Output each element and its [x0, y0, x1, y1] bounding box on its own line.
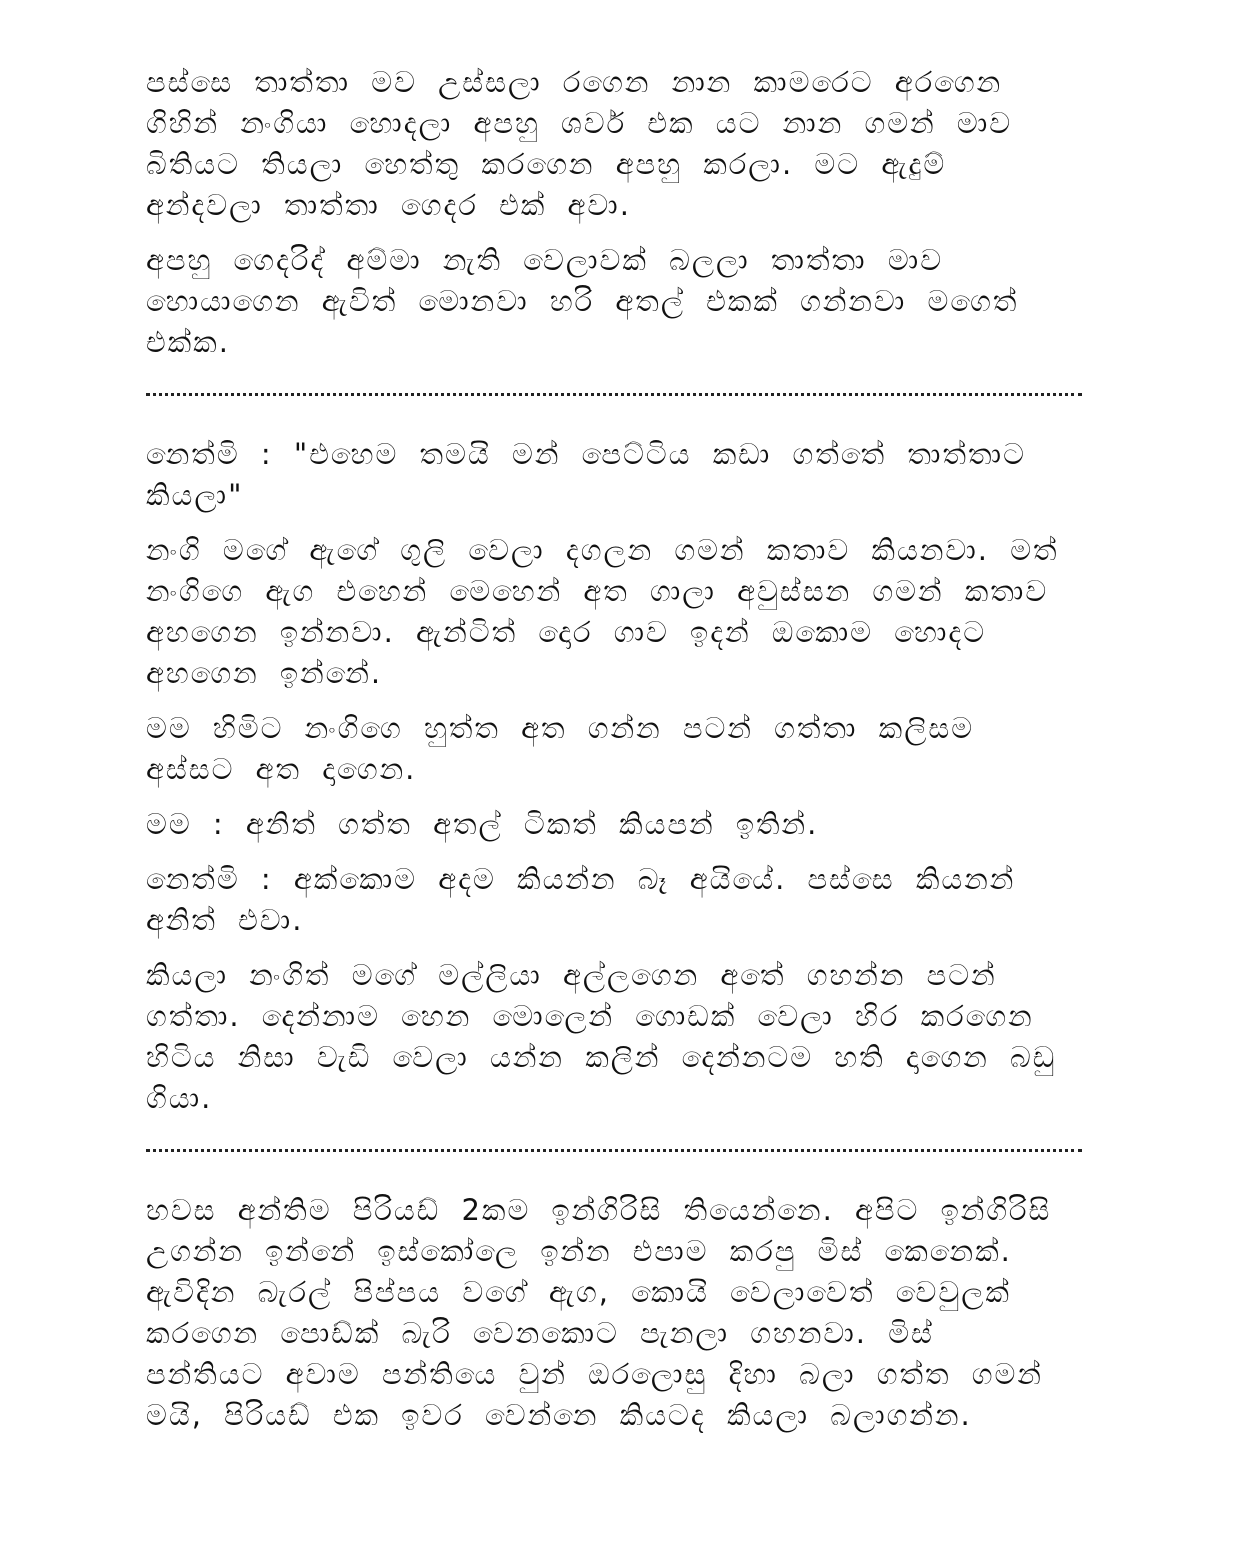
text-line: කියලා නංගිත් මගේ මල්ලියා අල්ලගෙන අතේ ගහන්න පටන් — [146, 958, 997, 992]
text-line: මම : අනිත් ගත්ත අතල් ටිකත් කියපන් ඉතින්. — [146, 807, 819, 841]
text-line: හොයාගෙන ඇවිත් මොනවා හරි අතල් එකක් ගන්නවා මගෙත් — [146, 284, 1019, 318]
text-line: ඇවිදින බැරල් පිප්පය වගේ ඇග, කොයි වෙලාවෙත් වෙවුලක් — [146, 1275, 1011, 1309]
paragraph-7 — [146, 859, 1086, 941]
document-page — [146, 62, 1086, 1502]
text-line: අනිත් එවා. — [146, 903, 304, 937]
text-line: එක්ක. — [146, 325, 230, 359]
text-line: අන්දවලා තාත්තා ගෙදර එක් අවා. — [146, 188, 631, 222]
paragraph-2 — [146, 240, 1086, 363]
text-line: ගත්තා. දෙන්නාම හෙන මොලෙන් ගොඩක් වෙලා හිර කරගෙන — [146, 999, 1034, 1033]
text-line: නංගිගෙ ඇග එහෙන් මෙහෙන් අත ගාලා අවුස්සන ගමන් කතාව — [146, 574, 1049, 608]
text-line: අහගෙන ඉන්නවා. ඇන්ටිත් දොර ගාව ඉදන් ඔකොම හොදට — [146, 615, 987, 649]
text-line: මම හිමිට නංගිගෙ හුත්ත අත ගන්න පටන් ගත්තා කලිසම — [146, 711, 975, 745]
text-line: හිටිය නිසා වැඩි වෙලා යන්න කලින් දෙන්නටම හති දාගෙන බඩු — [146, 1040, 1057, 1074]
paragraph-8 — [146, 955, 1086, 1119]
text-line: මයි, පිරියඩ් එක ඉවර වෙන්නෙ කියටද කියලා බලාගන්න. — [146, 1398, 972, 1432]
paragraph-5 — [146, 708, 1086, 790]
text-line: ගියා. — [146, 1081, 213, 1115]
text-line: නෙත්මි : අක්කොම අදම කියන්න බෑ අයියේ. පස්සෙ කියනන් — [146, 862, 1016, 896]
paragraph-6 — [146, 804, 1086, 845]
paragraph-1 — [146, 62, 1086, 226]
text-line: කරගෙන පොඩ්ක් බැරි වෙනකොට පැනලා ගහනවා. මිස් — [146, 1316, 934, 1350]
dotted-separator — [146, 1149, 1082, 1152]
text-line: අහගෙන ඉන්නේ. — [146, 656, 383, 690]
text-line: ගිහින් නංගියා හොදලා අපහු ශවර් එක යට නාන ගමන් මාව — [146, 106, 1013, 140]
text-line: හවස අන්තිම පිරියඩ් 2කම ඉන්ගිරිසි තියෙන්නෙ. අපිට ඉන්ගිරිසි — [146, 1193, 1052, 1227]
text-line: පස්සෙ තාත්තා මව උස්සලා රගෙන නාන කාමරෙට අරගෙන — [146, 65, 1003, 99]
text-line: නෙත්මි : "එහෙම තමයි මන් පෙට්ටිය කඩා ගත්තේ තාත්තාට — [146, 437, 1026, 471]
text-line: බිතියට තියලා හෙත්තු කරගෙන අපහු කරලා. මට ඇදුම් — [146, 147, 947, 181]
text-line: නංගි මගේ ඇගේ ගුලි වෙලා දගලන ගමන් කතාව කියනවා. මත් — [146, 533, 1059, 567]
text-line: අස්සට අත දාගෙන. — [146, 752, 417, 786]
paragraph-4 — [146, 530, 1086, 694]
text-line: උගන්න ඉන්නේ ඉස්කෝලෙ ඉන්න එපාම කරපු මිස් කෙනෙක්. — [146, 1234, 1012, 1268]
text-line: කියලා" — [146, 478, 244, 512]
paragraph-9 — [146, 1190, 1086, 1436]
text-line: පන්තියට අවාම පන්තියෙ වුන් ඔරලොසු දිහා බලා ගත්ත ගමන් — [146, 1357, 1043, 1391]
dotted-separator — [146, 393, 1082, 396]
text-line: අපහු ගෙදරිද් අම්මා නැති වෙලාවක් බලලා තාත්තා මාව — [146, 243, 944, 277]
paragraph-3 — [146, 434, 1086, 516]
